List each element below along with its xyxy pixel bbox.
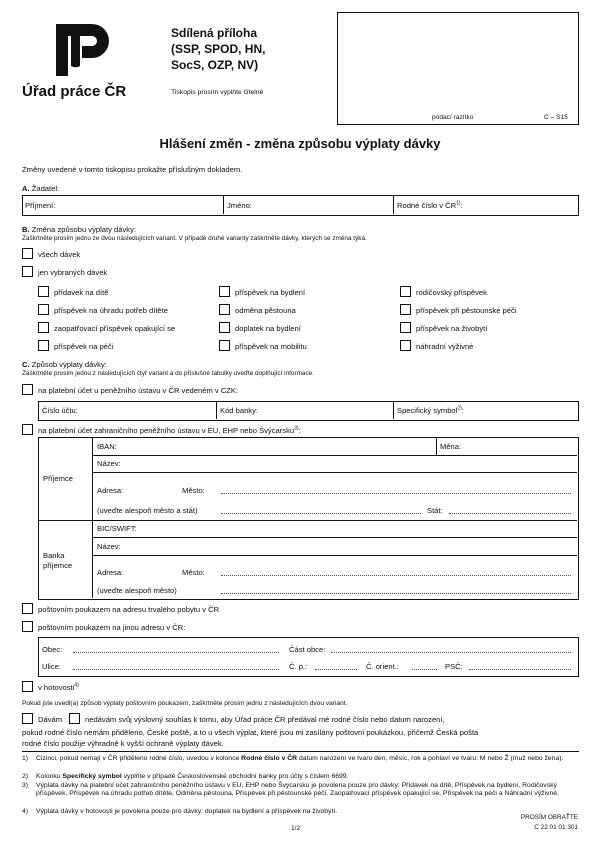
benefit-label-2-3: doplatek na bydlení — [235, 324, 301, 333]
consent-line-2: pokud rodné číslo nemám přiděleno, České poště, a to u všech výplat, které jsou mi zasílány poštovní poukázkou, přičemž Česká pošta — [22, 728, 479, 737]
agency-logo — [52, 22, 110, 78]
bank-city-note: (uveďte alespoň město) — [97, 586, 177, 595]
benefit-checkbox-1-1[interactable] — [38, 286, 49, 297]
benefit-checkbox-2-1[interactable] — [219, 286, 230, 297]
attachment-title-line3: SocS, OZP, NV) — [171, 58, 259, 72]
intro-text: Změny uvedené v tomto tiskopisu prokažte příslušným dokladem. — [22, 165, 243, 174]
benefit-label-1-4: příspěvek na péči — [54, 342, 114, 351]
name-field[interactable]: Jméno: — [227, 201, 252, 210]
cash-text: v hotovosti — [38, 683, 75, 692]
page-title: Hlášení změn - změna způsobu výplaty dávky — [159, 136, 441, 151]
attachment-title-line1: Sdílená příloha — [171, 26, 258, 40]
benefit-label-1-1: přídavek na dítě — [54, 288, 109, 297]
foreign-account-checkbox[interactable] — [22, 424, 33, 435]
consent-disagree-checkbox[interactable] — [69, 713, 80, 724]
domestic-account-label: na platební účet u peněžního ústavu v ČR vedeném v CZK: — [38, 386, 239, 395]
benefit-checkbox-2-3[interactable] — [219, 322, 230, 333]
specific-symbol-field[interactable] — [397, 407, 464, 415]
bank-code-field[interactable]: Kód banky: — [220, 406, 258, 415]
account-number-field[interactable]: Číslo účtu: — [42, 406, 78, 415]
benefit-checkbox-2-2[interactable] — [219, 304, 230, 315]
benefit-label-1-2: příspěvek na úhradu potřeb dítěte — [54, 306, 168, 315]
recipient-address-input[interactable] — [221, 513, 421, 514]
recipient-city-input[interactable] — [221, 493, 571, 494]
recipient-state-label: Stát: — [427, 506, 443, 515]
domestic-account-checkbox[interactable] — [22, 384, 33, 395]
document-code: C 22 01 01 301 — [534, 824, 578, 831]
cash-checkbox[interactable] — [22, 681, 33, 692]
specific-symbol-label: Specifický symbol — [397, 406, 458, 415]
postal-address-box — [38, 637, 579, 677]
benefit-checkbox-3-1[interactable] — [400, 286, 411, 297]
section-c-title: Způsob výplaty dávky: — [31, 360, 107, 369]
recipient-name-field[interactable]: Název: — [97, 459, 121, 468]
currency-field[interactable]: Měna: — [440, 442, 462, 451]
attachment-title-line2: (SSP, SPOD, HN, — [171, 42, 266, 56]
house-number-input[interactable] — [315, 669, 357, 670]
birth-number-label: Rodné číslo v ČR — [397, 201, 457, 210]
benefit-checkbox-2-4[interactable] — [219, 340, 230, 351]
municipality-part-label: Část obce: — [289, 645, 326, 654]
bank-address-label: Adresa: — [97, 568, 124, 577]
section-c-instruction: Zaškrtněte prosím jednu z následujících čtyř variant a do příslušné tabulky uveďte doplňující informace. — [22, 370, 315, 377]
postal-other-checkbox[interactable] — [22, 621, 33, 632]
street-label: Ulice: — [42, 662, 61, 671]
zip-label: PSČ: — [445, 662, 463, 671]
recipient-address-label: Adresa: — [97, 486, 124, 495]
footnote-4: 4) Výplata dávky v hotovosti je povolena pouze pro dávky: doplatek na bydlení a příspěvek na živobytí. — [22, 808, 338, 815]
footnote-divider — [22, 751, 579, 752]
consent-instruction: Pokud jste uvedl(a) způsob výplaty poštovním poukazem, zaškrtněte prosím jednu z následujících dvou variant. — [22, 700, 348, 707]
postal-permanent-checkbox[interactable] — [22, 603, 33, 614]
section-b-heading — [22, 226, 136, 234]
footnote-ref-3: 3) — [294, 425, 299, 432]
applicant-row — [22, 195, 579, 216]
benefit-checkbox-1-2[interactable] — [38, 304, 49, 315]
orientation-number-label: Č. orient.: — [366, 662, 399, 671]
turn-over-note: PROSÍM OBRAŤTE — [520, 814, 578, 821]
form-code: C – S15 — [544, 114, 568, 121]
section-c-letter: C. — [22, 360, 30, 369]
benefit-label-1-3: zaopatřovací příspěvek opakující se — [54, 324, 176, 333]
bank-city-input[interactable] — [221, 575, 571, 576]
benefit-label-3-2: příspěvek při pěstounské péči — [416, 306, 517, 315]
recipient-city-note: (uveďte alespoň město a stát) — [97, 506, 198, 515]
footnote-ref-2: 2) — [457, 405, 462, 412]
consent-disagree-label: nedávám svůj výslovný souhlas k tomu, aby Úřad práce ČR předával mé rodné číslo nebo datum narození, — [85, 715, 445, 724]
page-number: 1/2 — [291, 825, 301, 832]
benefit-checkbox-1-4[interactable] — [38, 340, 49, 351]
section-a-title: Žadatel: — [31, 184, 60, 193]
iban-field[interactable]: IBAN: — [97, 442, 117, 451]
recipient-city-label: Město: — [182, 486, 205, 495]
section-b-letter: B. — [22, 225, 30, 234]
agency-name: Úřad práce ČR — [22, 83, 127, 100]
section-b-instruction: Zaškrtněte prosím jednu ze dvou následujících variant. V případě druhé varianty zaškrtněte dávky, kterých se změna týká. — [22, 235, 367, 242]
consent-agree-checkbox[interactable] — [22, 713, 33, 724]
municipality-label: Obec: — [42, 645, 63, 654]
legibility-note: Tiskopis prosím vyplňte čitelně — [171, 89, 264, 96]
orientation-number-input[interactable] — [412, 669, 437, 670]
municipality-input[interactable] — [73, 652, 279, 653]
up-logo-icon — [52, 22, 110, 78]
bank-city-label: Město: — [182, 568, 205, 577]
consent-agree-label: Dávám — [38, 715, 63, 724]
section-c-heading — [22, 361, 107, 369]
bank-name-field[interactable]: Název: — [97, 542, 121, 551]
benefit-checkbox-3-4[interactable] — [400, 340, 411, 351]
birth-number-colon: : — [460, 201, 463, 210]
all-benefits-label: všech dávek — [38, 250, 81, 259]
footnote-ref-1: 1) — [456, 200, 461, 207]
benefit-checkbox-1-3[interactable] — [38, 322, 49, 333]
foreign-account-colon: : — [298, 426, 301, 435]
recipient-state-input[interactable] — [449, 513, 571, 514]
benefit-label-2-1: příspěvek na bydlení — [235, 288, 306, 297]
foreign-account-label — [38, 427, 301, 435]
section-a-heading — [22, 185, 59, 193]
street-input[interactable] — [73, 669, 279, 670]
house-number-label: Č. p.: — [289, 662, 308, 671]
section-a-letter: A. — [22, 184, 30, 193]
postal-other-label: poštovním poukazem na jinou adresu v ČR: — [38, 623, 186, 632]
footnote-ref-4: 4) — [74, 682, 79, 689]
benefit-checkbox-3-3[interactable] — [400, 322, 411, 333]
benefit-label-2-4: příspěvek na mobilitu — [235, 342, 307, 351]
benefit-label-2-2: odměna pěstouna — [235, 306, 296, 315]
recipient-label: Příjemce — [43, 474, 73, 483]
benefit-label-3-3: příspěvek na živobytí — [416, 324, 488, 333]
footnote-3: 3) Výplata dávky na platební účet zahraničního peněžního ústavu v EU, EHP nebo Švýcarsku je povolena pouze pro dávky: Přídavek na dítě, Příspěvek na bydlení, Rodičovský příspěvek, Příspěvek na úhradu potřeb dítěte, Odměna pěstouna, Příspěvek při pěstounské péči, Zaopatřovací příspěvek opakující se, Příspěvek na péči a Náhradní výživné. — [22, 782, 559, 798]
bank-label-line1: Banka — [43, 551, 65, 560]
bic-field[interactable]: BIC/SWIFT: — [97, 524, 137, 533]
surname-field[interactable]: Příjmení: — [25, 201, 56, 210]
foreign-account-table — [38, 437, 579, 600]
postal-permanent-label: poštovním poukazem na adresu trvalého pobytu v ČR — [38, 605, 220, 614]
domestic-account-row — [38, 401, 579, 421]
benefit-label-3-1: rodičovský příspěvek — [416, 288, 487, 297]
footnote-2: 2) Kolonku Specifický symbol vyplňte v případě Československé obchodní banky pro účty s číslem 6699. — [22, 773, 349, 780]
zip-input[interactable] — [469, 669, 571, 670]
selected-benefits-label: jen vybraných dávek — [38, 268, 108, 277]
benefit-checkbox-3-2[interactable] — [400, 304, 411, 315]
benefit-label-3-4: náhradní výživné — [416, 342, 474, 351]
footnote-1: 1) Cizinci, pokud nemají v ČR přiděleno rodné číslo, uvedou v kolonce Rodné číslo v ČR datum narození ve tvaru den, měsíc, rok a pohlaví ve tvaru: M nebo Ž (muž nebo žena). — [22, 755, 564, 762]
bank-address-input[interactable] — [221, 593, 571, 594]
municipality-part-input[interactable] — [331, 652, 571, 653]
bank-label-line2: příjemce — [43, 561, 73, 570]
cash-label — [38, 684, 79, 692]
selected-benefits-checkbox[interactable] — [22, 266, 33, 277]
foreign-account-text: na platební účet zahraničního peněžního ústavu v EU, EHP nebo Švýcarsku — [38, 426, 295, 435]
stamp-label: podací razítko — [432, 114, 474, 121]
stamp-box[interactable] — [337, 12, 579, 125]
all-benefits-checkbox[interactable] — [22, 248, 33, 259]
birth-number-field[interactable] — [397, 202, 463, 210]
section-b-title: Změna způsobu výplaty dávky: — [31, 225, 136, 234]
consent-line-3: rodné číslo použije výhradně k vyšší ochraně výplaty dávek. — [22, 739, 224, 748]
specific-symbol-colon: : — [461, 406, 464, 415]
